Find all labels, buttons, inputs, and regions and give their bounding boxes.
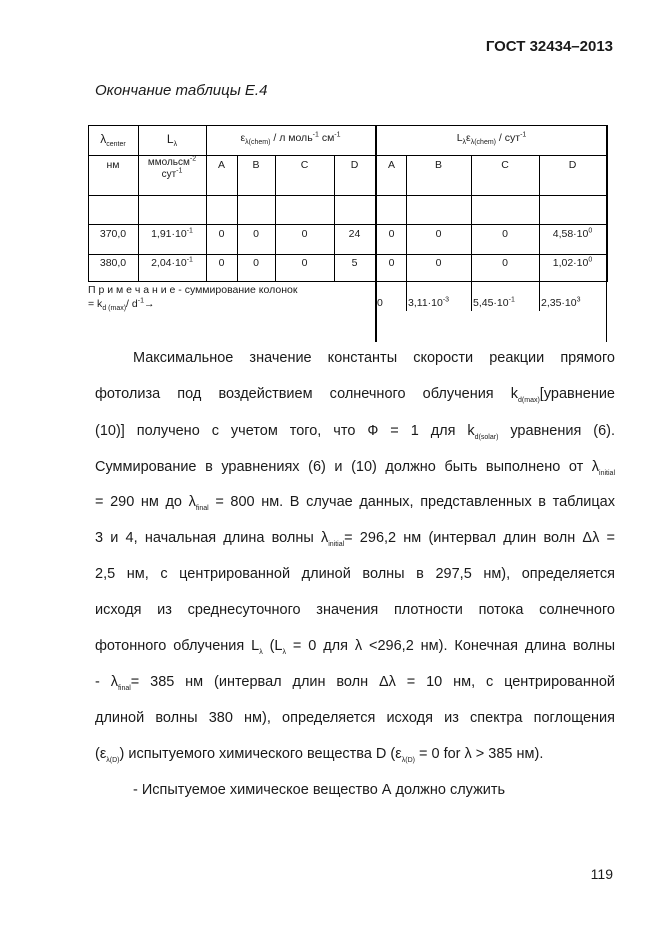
sum-A: 0 (377, 297, 383, 309)
body-line-4: Суммирование в уравнениях (6) и (10) должно быть выполнено от $\lambda_{initial}$ (95, 459, 615, 477)
table-cell: $4,58\cdot 10^0$ (552, 227, 593, 240)
body-line-11: длиной волны 380 нм), определяется исходя из спектра поглощения (95, 710, 615, 726)
row-380-L: $2,04\cdot 10^{-1}$ (151, 256, 193, 269)
body-line-5: = 290 нм до $\lambda_{final} = 800$ нм. В случае данных, представленных в таблицах (95, 494, 615, 512)
table-cell: 5 (351, 257, 358, 269)
table-note: П р и м е ч а н и е - суммирование колонок = $k_{d (max)}/$ $d^{-1}\to$ (88, 284, 298, 313)
header-col-B: B (252, 159, 260, 171)
table-cell: 0 (388, 257, 395, 269)
table-cell: 0 (435, 257, 442, 269)
data-table (88, 125, 608, 342)
table-cell: $1,02\cdot 10^0$ (552, 256, 593, 269)
table-cell: 0 (388, 228, 395, 240)
header-epsilon: $\varepsilon_{\lambda(chem)}$ / л моль$^{-1}$ $см^{-1}$ (240, 131, 341, 147)
header-units: ммольсм$^{-2}$ сут$^{-1}$ (147, 155, 197, 180)
header-L-lambda: $L_\lambda$ (166, 132, 178, 149)
body-line-1: Максимальное значение константы скорости реакции прямого (133, 350, 615, 366)
body-line-12: $(\varepsilon_{\lambda(D)})$ испытуемого химического вещества D ($\varepsilon_{\lambda(D)} = 0$ for λ > 385 нм). (95, 746, 544, 764)
header-col-A2: A (387, 159, 395, 171)
body-line-13: - Испытуемое химическое вещество А должно служить (133, 782, 506, 798)
table-cell: 0 (301, 257, 308, 269)
body-line-2: фотолиза под воздействием солнечного облучения $k_{d(max)}[уравнение$ (95, 386, 615, 404)
header-nm: нм (106, 159, 120, 171)
header-col-C: C (300, 159, 309, 171)
row-370-L: $1,91\cdot 10^{-1}$ (151, 227, 193, 240)
header-product: $L_\lambda\varepsilon_{\lambda(chem)} / сут^{-1}$ (456, 131, 527, 147)
header-col-C2: C (501, 159, 509, 171)
table-cell: 0 (253, 228, 259, 240)
table-cell: 0 (502, 257, 508, 269)
document-code: ГОСТ 32434–2013 (485, 38, 613, 55)
header-lambda-center: $\lambda_{center}$ (100, 132, 126, 149)
header-col-D2: D (568, 159, 577, 171)
body-line-10: - $\lambda_{final}= 385$ нм (интервал длин волн Δλ = 10 нм, с центрированной (95, 674, 616, 692)
body-line-8: исходя из среднесуточного значения плотности потока солнечного (95, 602, 615, 618)
body-line-3: (10)] получено с учетом того, что Ф = 1 для $k_{d(solar)}$ уравнения (6). (95, 423, 615, 441)
body-line-7: 2,5 нм, с центрированной длиной волны в 297,5 нм), определяется (95, 566, 615, 582)
row-370-lambda: 370,0 (99, 228, 127, 240)
sum-D: $2,35\cdot 10^3$ (541, 296, 581, 309)
page-number: 119 (590, 866, 613, 882)
sum-B: $3,11\cdot 10^{-3}$ (408, 296, 450, 309)
body-line-9: фотонного облучения $L_\lambda$ ($L_\lambda = 0$ для λ <296,2 нм). Конечная длина волны (95, 638, 616, 656)
table-cell: 0 (218, 228, 225, 240)
table-cell: 0 (502, 228, 508, 240)
table-cell: 24 (348, 228, 361, 240)
header-col-A: A (217, 159, 225, 171)
table-cell: 0 (435, 228, 442, 240)
header-col-D: D (350, 159, 359, 171)
table-caption: Окончание таблицы Е.4 (95, 82, 268, 99)
table-cell: 0 (301, 228, 308, 240)
table-cell: 0 (218, 257, 225, 269)
header-col-B2: B (434, 159, 442, 171)
body-line-6: 3 и 4, начальная длина волны $\lambda_{initial}= 296,2$ нм (интервал длин волн Δλ = (95, 530, 615, 548)
table-cell: 0 (253, 257, 259, 269)
row-380-lambda: 380,0 (99, 257, 127, 269)
sum-C: $5,45\cdot 10^{-1}$ (473, 296, 515, 309)
